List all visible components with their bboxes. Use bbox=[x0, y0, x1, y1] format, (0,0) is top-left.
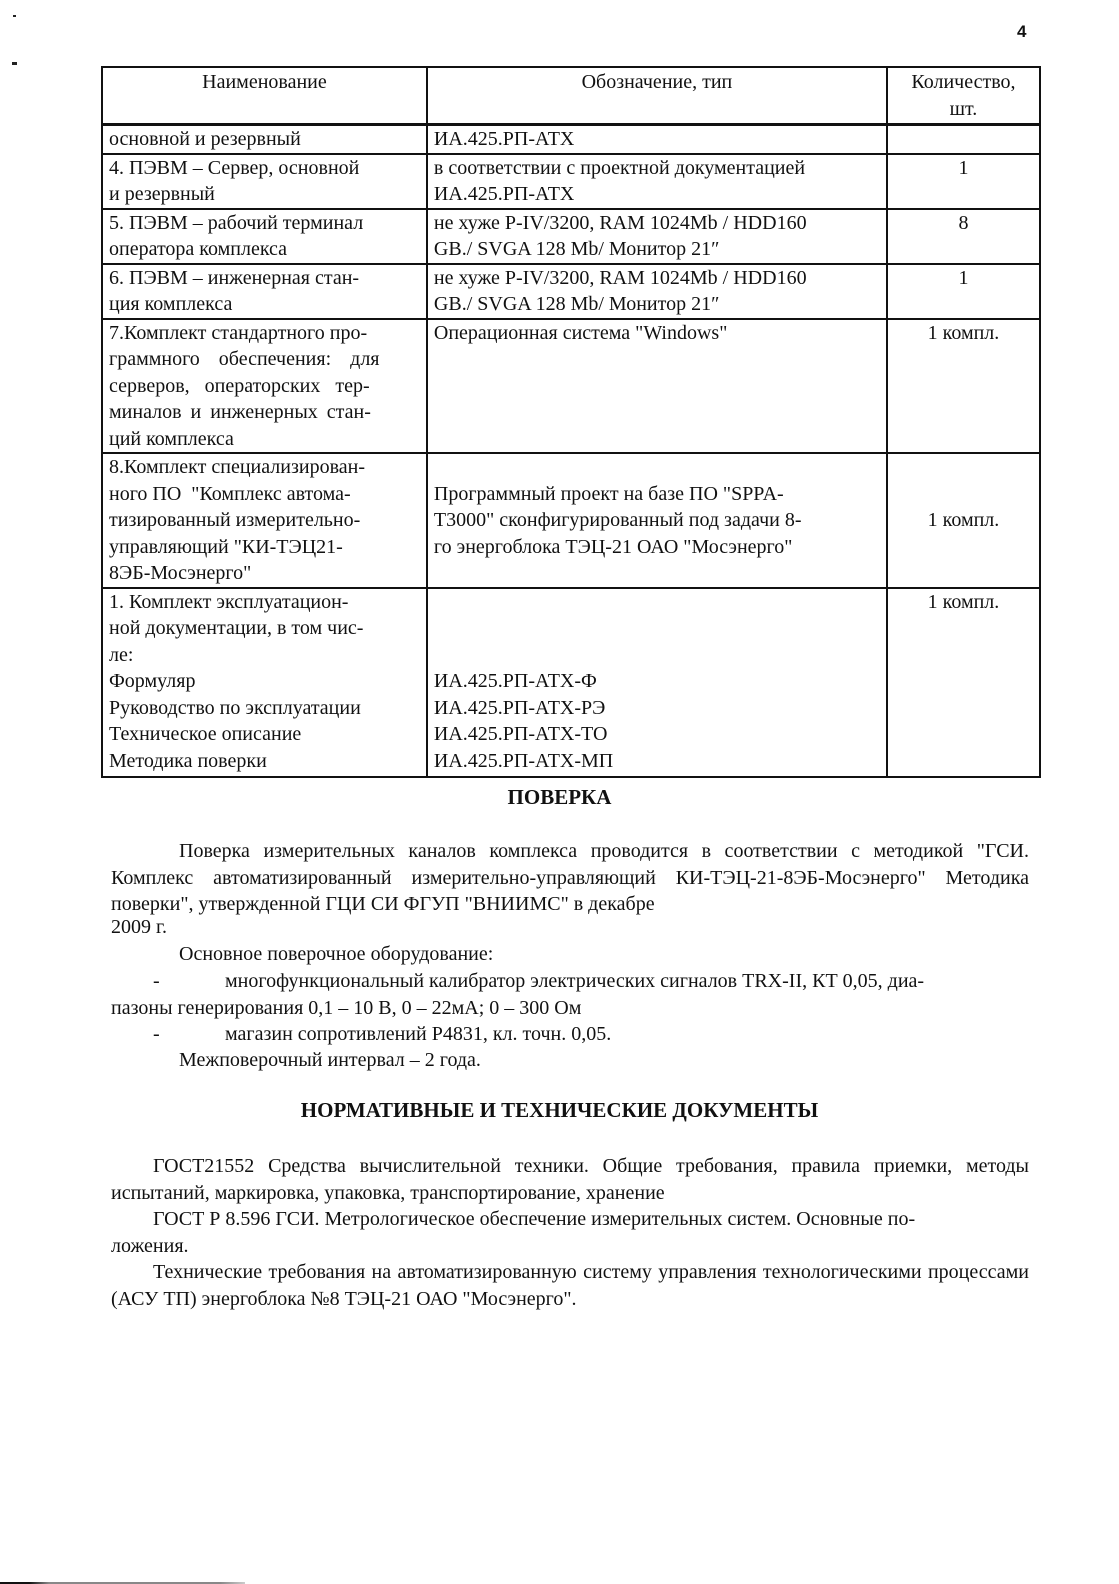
cell-name: 1. Комплект эксплуатацион- ной документации, в том чис- ле: Формуляр Руководство по эксплуатации Техническое описание Методика поверки bbox=[102, 588, 427, 778]
cell-type: ИА.425.РП-АТХ-Ф ИА.425.РП-АТХ-РЭ ИА.425.РП-АТХ-ТО ИА.425.РП-АТХ-МП bbox=[427, 588, 887, 778]
table-row bbox=[102, 588, 1040, 778]
cell-name: 8.Комплект специализирован- ного ПО "Комплекс автома- тизированный измерительно- управляющий "КИ-ТЭЦ21- 8ЭБ-Мосэнерго" bbox=[102, 453, 427, 588]
bullet-dash: - bbox=[153, 1023, 160, 1045]
cell-quantity: 1 bbox=[887, 154, 1040, 209]
equipment-item: - магазин сопротивлений Р4831, кл. точн. 0,05. bbox=[111, 1021, 1029, 1048]
table-row bbox=[102, 125, 1040, 154]
cell-quantity: 1 bbox=[887, 264, 1040, 319]
cell-type: не хуже P-IV/3200, RAM 1024Mb / HDD160 GB./ SVGA 128 Mb/ Монитор 21″ bbox=[427, 264, 887, 319]
table-row bbox=[102, 209, 1040, 264]
cell-name: 4. ПЭВМ – Сервер, основной и резервный bbox=[102, 154, 427, 209]
cell-name: основной и резервный bbox=[102, 125, 427, 154]
cell-name: 7.Комплект стандартного про- граммного обеспечения: для серверов, операторских тер- миналов и инженерных стан- ций комплекса bbox=[102, 319, 427, 454]
cell-type: не хуже P-IV/3200, RAM 1024Mb / HDD160 GB./ SVGA 128 Mb/ Монитор 21″ bbox=[427, 209, 887, 264]
section-heading-verification: ПОВЕРКА bbox=[507, 785, 612, 809]
table-row bbox=[102, 264, 1040, 319]
normative-doc: Технические требования на автоматизированную систему управления технологическими процессами (АСУ ТП) энергоблока №8 ТЭЦ-21 ОАО "Мосэнерго". bbox=[111, 1261, 1029, 1310]
scan-speck bbox=[13, 15, 16, 17]
equipment-label: Основное поверочное оборудование: bbox=[179, 943, 494, 965]
normative-doc: ГОСТ21552 Средства вычислительной техники. Общие требования, правила приемки, методы испытаний, маркировка, упаковка, транспортирование, хранение bbox=[111, 1155, 1029, 1204]
verification-paragraph: Поверка измерительных каналов комплекса проводится в соответствии с методикой "ГСИ. Комплекс автоматизированный измерительно-управляющий КИ-ТЭЦ-21-8ЭБ-Мосэнерго" Методика поверки", утвержденной ГЦИ СИ ФГУП "ВНИИМС" в декабре bbox=[111, 840, 1029, 915]
scan-speck bbox=[12, 62, 17, 65]
cell-quantity: 1 компл. bbox=[887, 319, 1040, 454]
cell-quantity: 8 bbox=[887, 209, 1040, 264]
table-header-row bbox=[102, 67, 1040, 125]
page-number: 4 bbox=[1017, 22, 1027, 41]
cell-quantity bbox=[887, 125, 1040, 154]
section-heading-normative: НОРМАТИВНЫЕ И ТЕХНИЧЕСКИЕ ДОКУМЕНТЫ bbox=[300, 1098, 819, 1122]
cell-type: в соответствии с проектной документацией ИА.425.РП-АТХ bbox=[427, 154, 887, 209]
table-row bbox=[102, 453, 1040, 588]
equipment-table bbox=[101, 66, 1041, 778]
cell-type: Программный проект на базе ПО "SPPA- T3000" сконфигурированный под задачи 8- го энергоблока ТЭЦ-21 ОАО "Мосэнерго" bbox=[427, 453, 887, 588]
verification-interval: Межповерочный интервал – 2 года. bbox=[179, 1049, 481, 1071]
bullet-dash: - bbox=[153, 970, 160, 992]
header-quantity: Количество, шт. bbox=[887, 67, 1040, 125]
cell-name: 5. ПЭВМ – рабочий терминал оператора комплекса bbox=[102, 209, 427, 264]
verification-year: 2009 г. bbox=[111, 916, 167, 938]
header-name: Наименование bbox=[102, 67, 427, 125]
equipment-item: - многофункциональный калибратор электрических сигналов TRX-II, КТ 0,05, диа- пазоны генерирования 0,1 – 10 В, 0 – 22мА; 0 – 300 Ом bbox=[111, 970, 925, 1019]
cell-type: ИА.425.РП-АТХ bbox=[427, 125, 887, 154]
cell-name: 6. ПЭВМ – инженерная стан- ция комплекса bbox=[102, 264, 427, 319]
normative-doc: ГОСТ Р 8.596 ГСИ. Метрологическое обеспечение измерительных систем. Основные по- ложения. bbox=[111, 1208, 916, 1257]
table-row bbox=[102, 319, 1040, 454]
cell-quantity: 1 компл. bbox=[887, 453, 1040, 588]
cell-quantity: 1 компл. bbox=[887, 588, 1040, 778]
cell-type: Операционная система "Windows" bbox=[427, 319, 887, 454]
table-row bbox=[102, 154, 1040, 209]
header-type: Обозначение, тип bbox=[427, 67, 887, 125]
